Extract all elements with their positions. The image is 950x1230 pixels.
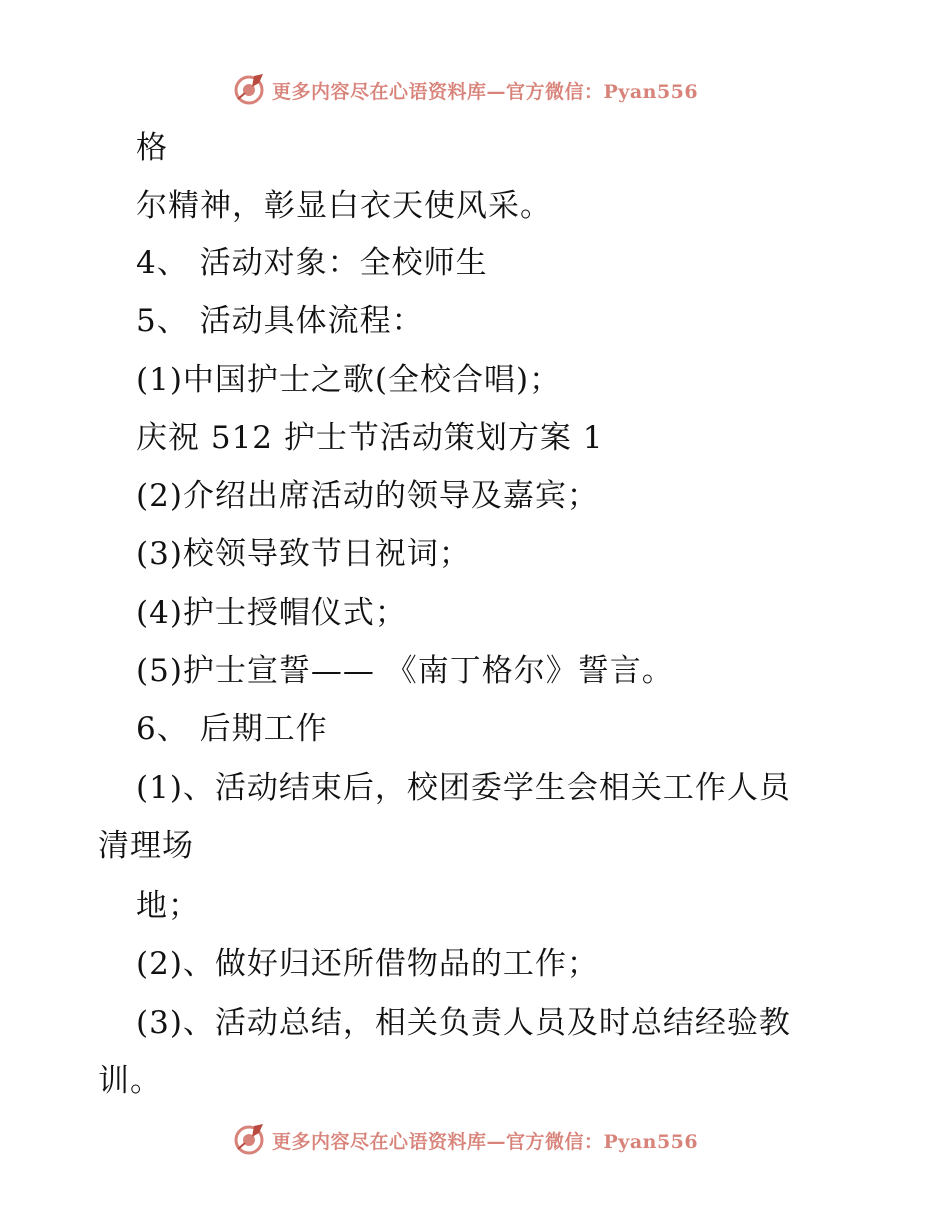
- body-line: (3)、活动总结，相关负责人员及时总结经验教: [136, 1005, 791, 1041]
- body-line: 6、 后期工作: [136, 711, 328, 747]
- footer-banner-text: 更多内容尽在心语资料库—官方微信：Pyan556: [272, 1130, 699, 1153]
- body-line: (1)中国护士之歌(全校合唱)；: [136, 362, 562, 398]
- quill-logo-icon: [232, 73, 266, 107]
- body-line: 4、 活动对象：全校师生: [136, 245, 488, 281]
- body-line: (4)护士授帽仪式；: [136, 595, 407, 631]
- body-line: (5)护士宣誓—— 《南丁格尔》誓言。: [136, 653, 674, 689]
- body-line: 清理场: [98, 828, 194, 864]
- header-banner-text: 更多内容尽在心语资料库—官方微信：Pyan556: [272, 80, 699, 103]
- body-line: (2)介绍出席活动的领导及嘉宾；: [136, 478, 599, 514]
- header-watermark-banner: [232, 72, 698, 108]
- body-line: (2)、做好归还所借物品的工作；: [136, 946, 599, 982]
- body-line: 地；: [136, 888, 200, 924]
- body-line: 5、 活动具体流程：: [136, 303, 424, 339]
- body-line: (1)、活动结束后，校团委学生会相关工作人员: [136, 770, 791, 806]
- body-line: (3)校领导致节日祝词；: [136, 536, 471, 572]
- body-line: 格: [136, 130, 168, 166]
- quill-logo-icon: [232, 1123, 266, 1157]
- body-line: 庆祝 512 护士节活动策划方案 1: [136, 420, 604, 456]
- footer-watermark-banner: [232, 1122, 698, 1158]
- body-line: 训。: [98, 1063, 162, 1099]
- body-line: 尔精神，彰显白衣天使风采。: [136, 188, 552, 224]
